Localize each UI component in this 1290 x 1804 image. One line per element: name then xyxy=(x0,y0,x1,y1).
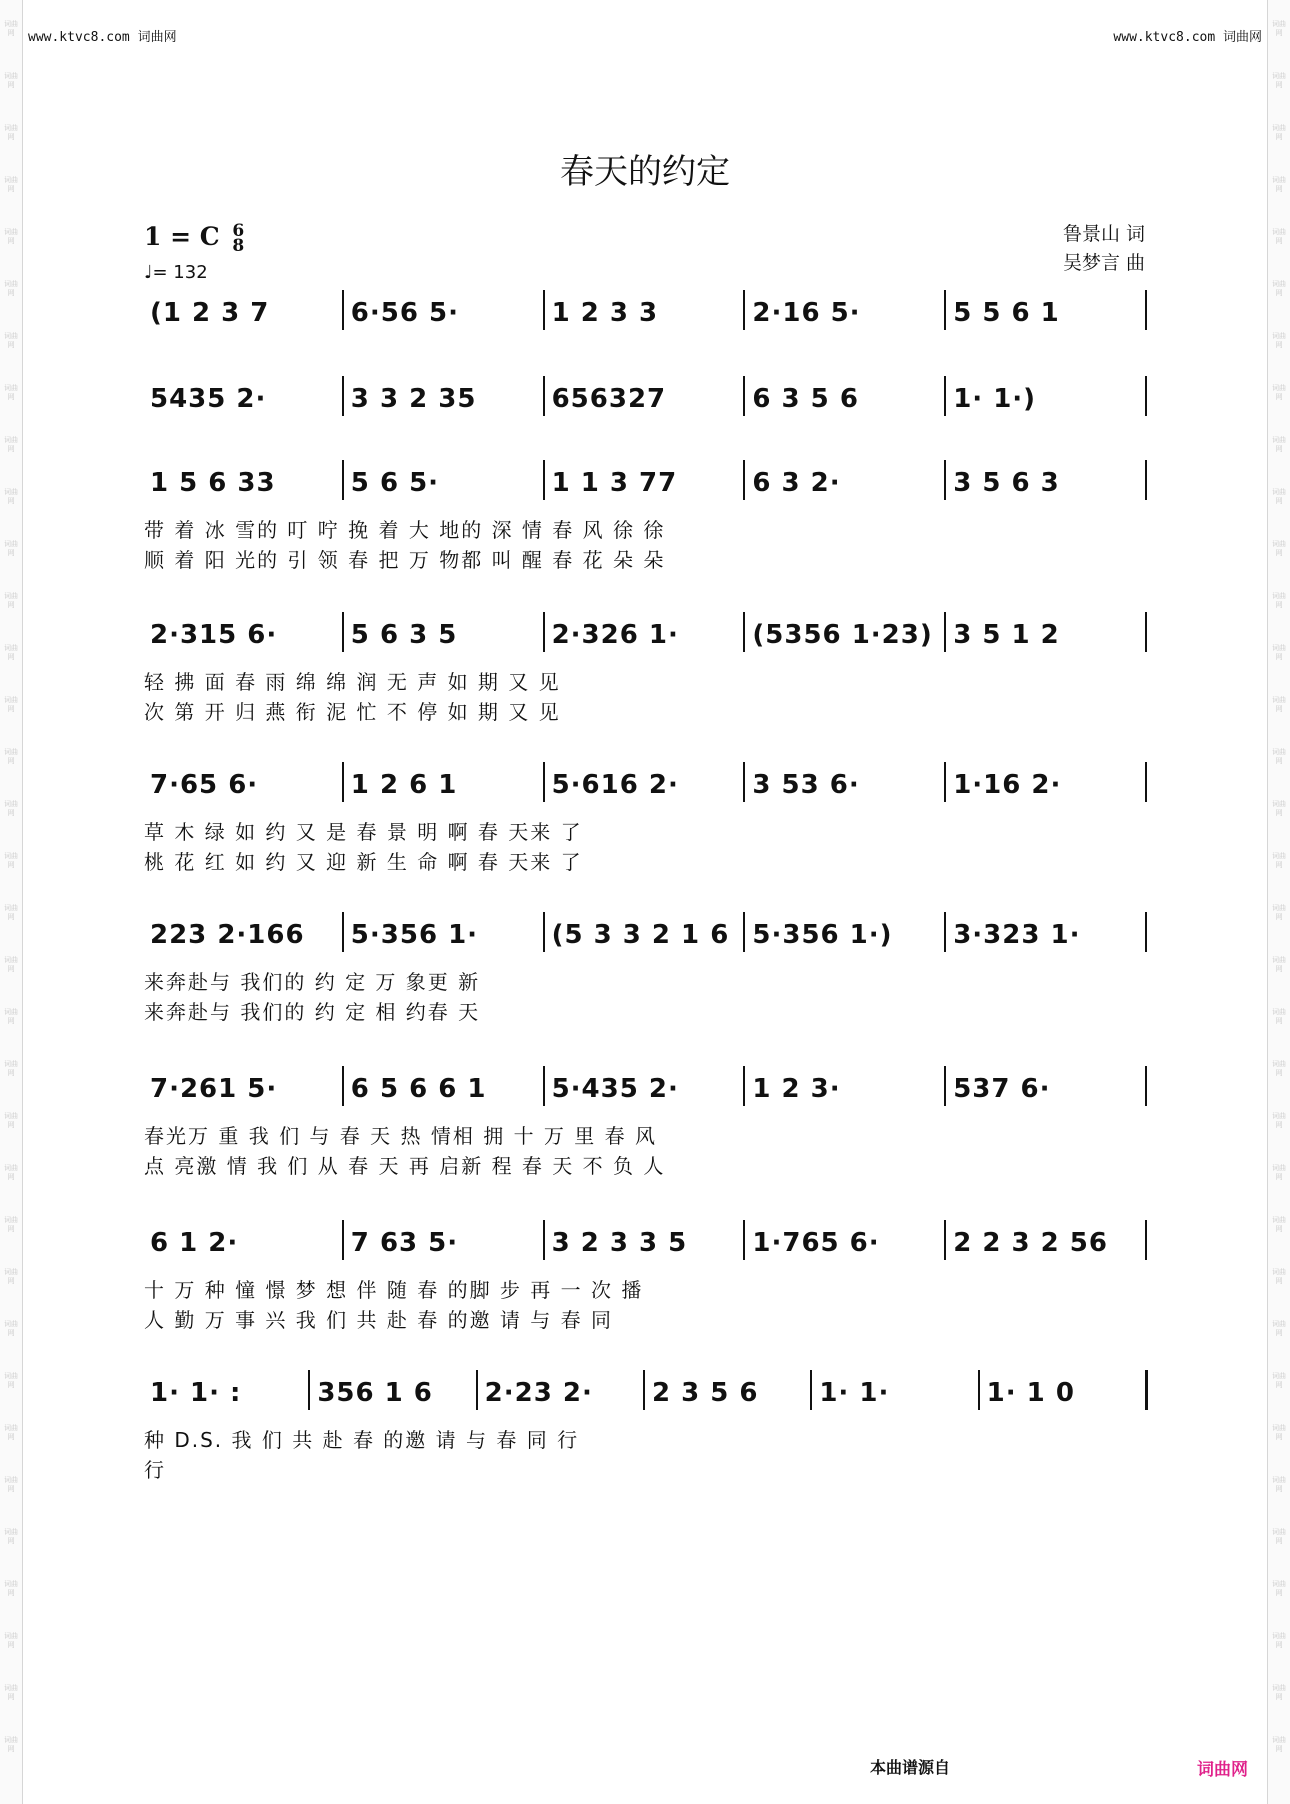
watermark-text: 词曲网 xyxy=(4,1320,18,1337)
score-system xyxy=(144,1058,1148,1180)
watermark-text: 词曲网 xyxy=(4,332,18,349)
measure: 5·356 1·) xyxy=(752,920,893,950)
lyric-text: 草 木 绿 如 约 又 是 春 景 明 啊 春 天来 了 xyxy=(144,820,583,844)
lyric-text: 人 勤 万 事 兴 我 们 共 赴 春 的邀 请 与 春 同 xyxy=(144,1308,614,1332)
lyric-line xyxy=(144,514,1148,544)
watermark-text: 词曲网 xyxy=(1272,1320,1286,1337)
watermark-text: 词曲网 xyxy=(1272,1008,1286,1025)
measure: 5·616 2· xyxy=(551,770,679,800)
watermark-text: 词曲网 xyxy=(1272,956,1286,973)
watermark-text: 词曲网 xyxy=(1272,696,1286,713)
notation-row xyxy=(144,452,1148,514)
score-system xyxy=(144,754,1148,876)
bar-line xyxy=(543,460,545,500)
watermark-text: 词曲网 xyxy=(4,124,18,141)
lyric-line xyxy=(144,666,1148,696)
bar-line xyxy=(342,460,344,500)
song-title: 春天的约定 xyxy=(560,152,730,192)
lyric-line xyxy=(144,816,1148,846)
watermark-text: 词曲网 xyxy=(4,72,18,89)
watermark-text: 词曲网 xyxy=(4,1372,18,1389)
measure: (1 2 3 7 xyxy=(150,298,270,328)
bar-line xyxy=(543,612,545,652)
notation-row xyxy=(144,282,1148,344)
watermark-text: 词曲网 xyxy=(4,1112,18,1129)
watermark-text: 词曲网 xyxy=(4,228,18,245)
measure: 1·16 2· xyxy=(953,770,1062,800)
measure: 1· 1·) xyxy=(953,384,1037,414)
measure: 1 2 3· xyxy=(752,1074,841,1104)
lyric-text: 十 万 种 憧 憬 梦 想 伴 随 春 的脚 步 再 一 次 播 xyxy=(144,1278,644,1302)
lyricist-credit: 鲁景山 词 xyxy=(1062,223,1145,245)
watermark-text: 词曲网 xyxy=(4,748,18,765)
watermark-text: 词曲网 xyxy=(1272,1580,1286,1597)
watermark-text: 词曲网 xyxy=(4,1424,18,1441)
bar-line xyxy=(1145,1370,1148,1410)
measure: 3 3 2 35 xyxy=(350,384,477,414)
key-signature xyxy=(144,222,244,254)
lyric-line xyxy=(144,1304,1148,1334)
tempo-marking: ♩= 132 xyxy=(144,262,208,283)
watermark-text: 词曲网 xyxy=(4,1632,18,1649)
key-text: 1 = C xyxy=(144,222,220,251)
measure: 3 5 6 3 xyxy=(953,468,1060,498)
watermark-text: 词曲网 xyxy=(4,1476,18,1493)
lyric-line xyxy=(144,544,1148,574)
measure: 3 2 3 3 5 xyxy=(551,1228,688,1258)
lyric-line xyxy=(144,846,1148,876)
measure: 1· 1· : xyxy=(150,1378,242,1408)
watermark-text: 词曲网 xyxy=(4,1736,18,1753)
credits xyxy=(1063,220,1145,278)
measure: 3 5 1 2 xyxy=(953,620,1060,650)
watermark-text: 词曲网 xyxy=(4,800,18,817)
header-left-url[interactable]: www.ktvc8.com 词曲网 xyxy=(28,30,177,45)
measure: 356 1 6 xyxy=(317,1378,433,1408)
watermark-text: 词曲网 xyxy=(1272,176,1286,193)
measure: (5356 1·23) xyxy=(752,620,933,650)
bar-line xyxy=(978,1370,980,1410)
watermark-text: 词曲网 xyxy=(4,1164,18,1181)
notation-row xyxy=(144,1212,1148,1274)
measure: 1 1 3 77 xyxy=(551,468,678,498)
watermark-text: 词曲网 xyxy=(4,540,18,557)
bar-line xyxy=(342,1220,344,1260)
bar-line xyxy=(743,1066,745,1106)
watermark-text: 词曲网 xyxy=(4,1008,18,1025)
bar-line xyxy=(342,1066,344,1106)
lyric-line xyxy=(144,1424,1148,1454)
measure: 2 3 5 6 xyxy=(652,1378,759,1408)
bar-line xyxy=(944,912,946,952)
measure: 5 5 6 1 xyxy=(953,298,1060,328)
watermark-text: 词曲网 xyxy=(4,696,18,713)
lyric-line xyxy=(144,1150,1148,1180)
bar-line xyxy=(944,460,946,500)
watermark-text: 词曲网 xyxy=(4,1528,18,1545)
watermark-text: 词曲网 xyxy=(4,176,18,193)
watermark-text: 词曲网 xyxy=(1272,904,1286,921)
bar-line xyxy=(643,1370,645,1410)
lyric-text: 带 着 冰 雪的 叮 咛 挽 着 大 地的 深 情 春 风 徐 徐 xyxy=(144,518,666,542)
watermark-text: 词曲网 xyxy=(1272,1268,1286,1285)
measure: 2 2 3 2 56 xyxy=(953,1228,1108,1258)
watermark-text: 词曲网 xyxy=(1272,592,1286,609)
lyric-line xyxy=(144,1274,1148,1304)
bar-line xyxy=(743,912,745,952)
measure: 1 2 3 3 xyxy=(551,298,659,328)
watermark-text: 词曲网 xyxy=(4,436,18,453)
bar-line xyxy=(1145,460,1147,500)
measure: 7 63 5· xyxy=(350,1228,459,1258)
measure: 6·56 5· xyxy=(350,298,459,328)
lyric-line xyxy=(144,966,1148,996)
measure: 5·356 1· xyxy=(350,920,479,950)
measure: 7·261 5· xyxy=(150,1074,278,1104)
bar-line xyxy=(1145,376,1147,416)
meter-top: 6 xyxy=(232,220,245,241)
measure: 6 3 5 6 xyxy=(752,384,859,414)
bar-line xyxy=(944,1220,946,1260)
bar-line xyxy=(543,376,545,416)
measure: 656327 xyxy=(551,384,667,414)
lyric-line xyxy=(144,1120,1148,1150)
bar-line xyxy=(342,376,344,416)
bar-line xyxy=(342,912,344,952)
measure: (5 3 3 2 1 6 xyxy=(551,920,730,950)
watermark-text: 词曲网 xyxy=(1272,1528,1286,1545)
watermark-text: 词曲网 xyxy=(1272,1372,1286,1389)
measure: 5435 2· xyxy=(150,384,267,414)
score-system xyxy=(144,1362,1148,1484)
header-right-url[interactable]: www.ktvc8.com 词曲网 xyxy=(1113,30,1262,45)
lyric-text: 种 D.S. 我 们 共 赴 春 的邀 请 与 春 同 行 xyxy=(144,1428,580,1452)
bar-line xyxy=(743,460,745,500)
footer-brand-logo[interactable]: 词曲网 xyxy=(1197,1760,1248,1780)
measure: 7·65 6· xyxy=(150,770,259,800)
watermark-text: 词曲网 xyxy=(4,1268,18,1285)
bar-line xyxy=(342,762,344,802)
measure: 2·315 6· xyxy=(150,620,278,650)
watermark-text: 词曲网 xyxy=(1272,488,1286,505)
measure: 3 53 6· xyxy=(752,770,860,800)
watermark-text: 词曲网 xyxy=(4,904,18,921)
watermark-text: 词曲网 xyxy=(1272,124,1286,141)
lyric-text: 顺 着 阳 光的 引 领 春 把 万 物都 叫 醒 春 花 朵 朵 xyxy=(144,548,666,572)
watermark-text: 词曲网 xyxy=(1272,1476,1286,1493)
measure: 2·23 2· xyxy=(484,1378,593,1408)
composer-credit: 吴梦言 曲 xyxy=(1062,252,1145,274)
bar-line xyxy=(1145,1066,1147,1106)
watermark-text: 词曲网 xyxy=(1272,1112,1286,1129)
measure: 6 3 2· xyxy=(752,468,841,498)
bar-line xyxy=(543,912,545,952)
watermark-text: 词曲网 xyxy=(1272,436,1286,453)
right-margin-strip xyxy=(1267,0,1290,1804)
measure: 2·16 5· xyxy=(752,298,861,328)
watermark-text: 词曲网 xyxy=(1272,1632,1286,1649)
measure: 2·326 1· xyxy=(551,620,679,650)
lyric-text: 来奔赴与 我们的 约 定 相 约春 天 xyxy=(144,1000,481,1024)
meter-bottom: 8 xyxy=(232,235,245,256)
lyric-text: 春光万 重 我 们 与 春 天 热 情相 拥 十 万 里 春 风 xyxy=(144,1124,658,1148)
bar-line xyxy=(308,1370,310,1410)
watermark-text: 词曲网 xyxy=(1272,280,1286,297)
watermark-text: 词曲网 xyxy=(1272,384,1286,401)
bar-line xyxy=(342,612,344,652)
watermark-text: 词曲网 xyxy=(4,488,18,505)
watermark-text: 词曲网 xyxy=(4,384,18,401)
watermark-text: 词曲网 xyxy=(4,1684,18,1701)
watermark-text: 词曲网 xyxy=(4,1216,18,1233)
bar-line xyxy=(1145,612,1147,652)
lyric-text: 行 xyxy=(144,1458,166,1482)
watermark-text: 词曲网 xyxy=(1272,332,1286,349)
watermark-text: 词曲网 xyxy=(1272,1164,1286,1181)
bar-line xyxy=(1145,1220,1147,1260)
measure: 1· 1· xyxy=(819,1378,890,1408)
time-signature xyxy=(232,220,245,256)
bar-line xyxy=(743,1220,745,1260)
watermark-text: 词曲网 xyxy=(1272,644,1286,661)
watermark-text: 词曲网 xyxy=(4,956,18,973)
watermark-text: 词曲网 xyxy=(1272,1424,1286,1441)
measure: 1·765 6· xyxy=(752,1228,880,1258)
score-system xyxy=(144,368,1148,430)
lyric-line xyxy=(144,1454,1148,1484)
bar-line xyxy=(743,762,745,802)
watermark-text: 词曲网 xyxy=(1272,748,1286,765)
watermark-text: 词曲网 xyxy=(1272,72,1286,89)
bar-line xyxy=(944,762,946,802)
bar-line xyxy=(743,612,745,652)
score-system xyxy=(144,604,1148,726)
measure: 5 6 3 5 xyxy=(350,620,458,650)
lyric-line xyxy=(144,996,1148,1026)
bar-line xyxy=(1145,912,1147,952)
bar-line xyxy=(543,1220,545,1260)
bar-line xyxy=(1145,762,1147,802)
lyric-line xyxy=(144,696,1148,726)
lyric-text: 次 第 开 归 燕 衔 泥 忙 不 停 如 期 又 见 xyxy=(144,700,561,724)
lyric-text: 点 亮激 情 我 们 从 春 天 再 启新 程 春 天 不 负 人 xyxy=(144,1154,666,1178)
measure: 5 6 5· xyxy=(350,468,440,498)
watermark-text: 词曲网 xyxy=(1272,228,1286,245)
bar-line xyxy=(543,1066,545,1106)
notation-row xyxy=(144,904,1148,966)
watermark-text: 词曲网 xyxy=(4,644,18,661)
bar-line xyxy=(944,290,946,330)
notation-row xyxy=(144,604,1148,666)
bar-line xyxy=(944,1066,946,1106)
watermark-text: 词曲网 xyxy=(1272,540,1286,557)
bar-line xyxy=(1145,290,1147,330)
watermark-text: 词曲网 xyxy=(1272,1736,1286,1753)
watermark-text: 词曲网 xyxy=(1272,1060,1286,1077)
watermark-text: 词曲网 xyxy=(4,852,18,869)
left-margin-strip xyxy=(0,0,23,1804)
watermark-text: 词曲网 xyxy=(4,280,18,297)
bar-line xyxy=(543,762,545,802)
measure: 6 5 6 6 1 xyxy=(350,1074,487,1104)
bar-line xyxy=(743,376,745,416)
lyric-text: 来奔赴与 我们的 约 定 万 象更 新 xyxy=(144,970,481,994)
measure: 1 5 6 33 xyxy=(150,468,276,498)
measure: 5·435 2· xyxy=(551,1074,679,1104)
bar-line xyxy=(476,1370,478,1410)
notation-row xyxy=(144,1362,1148,1424)
measure: 6 1 2· xyxy=(150,1228,239,1258)
lyric-text: 轻 拂 面 春 雨 绵 绵 润 无 声 如 期 又 见 xyxy=(144,670,561,694)
notation-row xyxy=(144,754,1148,816)
watermark-text: 词曲网 xyxy=(4,1580,18,1597)
watermark-text: 词曲网 xyxy=(4,1060,18,1077)
watermark-text: 词曲网 xyxy=(4,592,18,609)
bar-line xyxy=(543,290,545,330)
measure: 223 2·166 xyxy=(150,920,305,950)
watermark-text: 词曲网 xyxy=(1272,1216,1286,1233)
footer-source: 本曲谱源自 xyxy=(869,1758,950,1777)
bar-line xyxy=(342,290,344,330)
bar-line xyxy=(810,1370,812,1410)
watermark-text: 词曲网 xyxy=(1272,20,1286,37)
watermark-text: 词曲网 xyxy=(1272,852,1286,869)
watermark-text: 词曲网 xyxy=(4,20,18,37)
score-system xyxy=(144,452,1148,574)
measure: 537 6· xyxy=(953,1074,1051,1104)
notation-row xyxy=(144,368,1148,430)
watermark-text: 词曲网 xyxy=(1272,800,1286,817)
watermark-text: 词曲网 xyxy=(1272,1684,1286,1701)
bar-line xyxy=(944,376,946,416)
notation-row xyxy=(144,1058,1148,1120)
score-system xyxy=(144,904,1148,1026)
measure: 3·323 1· xyxy=(953,920,1081,950)
measure: 1 2 6 1 xyxy=(350,770,458,800)
measure: 1· 1 0 xyxy=(986,1378,1075,1408)
bar-line xyxy=(944,612,946,652)
lyric-text: 桃 花 红 如 约 又 迎 新 生 命 啊 春 天来 了 xyxy=(144,850,583,874)
score-system xyxy=(144,1212,1148,1334)
score-system xyxy=(144,282,1148,344)
bar-line xyxy=(743,290,745,330)
